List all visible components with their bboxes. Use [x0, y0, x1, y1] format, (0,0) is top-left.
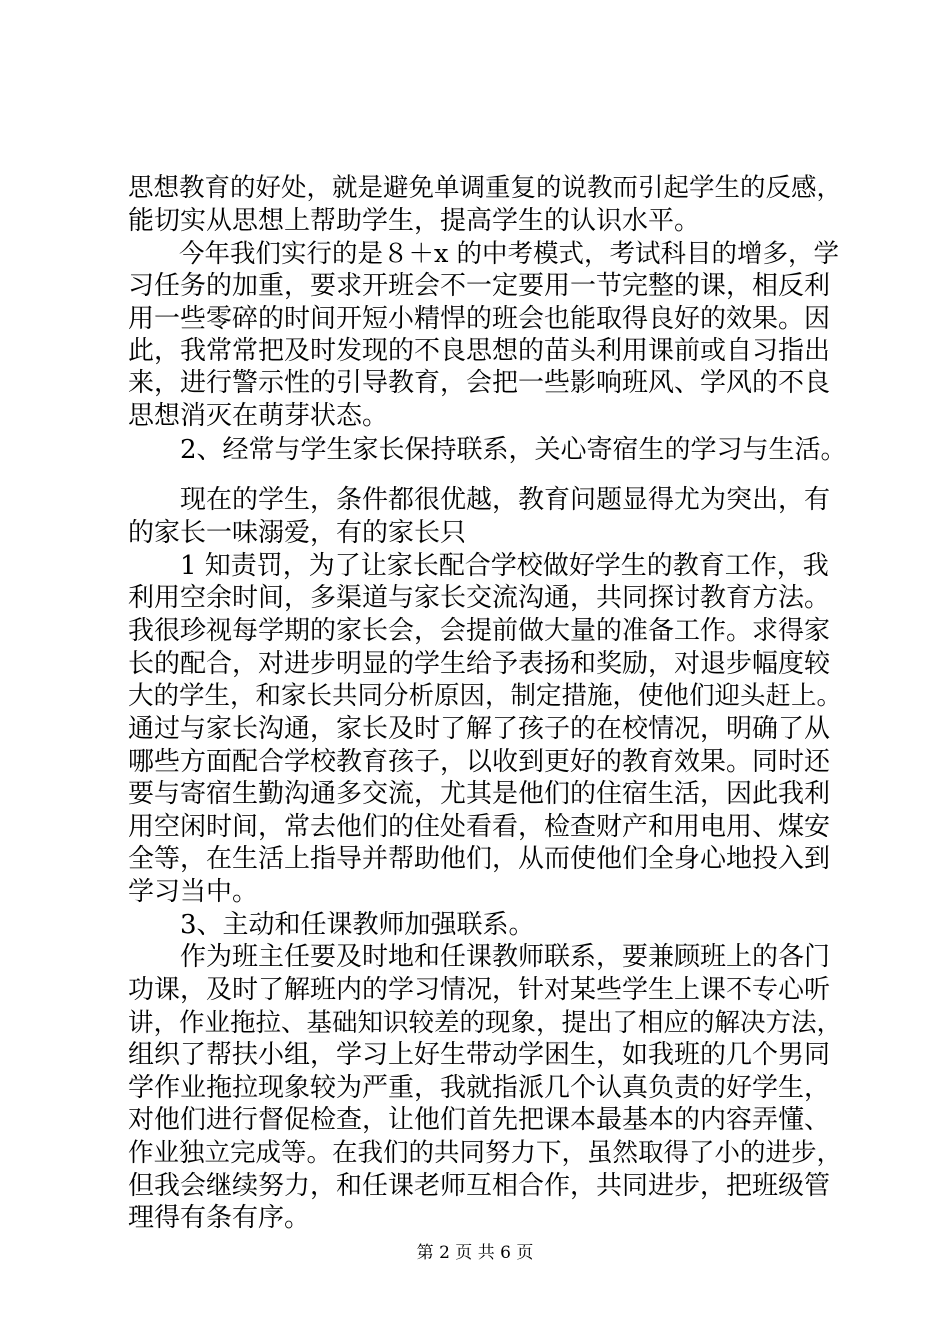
text-line: 作业独立完成等。在我们的共同努力下，虽然取得了小的进步， — [128, 1138, 843, 1168]
text-line: 大的学生，和家长共同分析原因，制定措施，使他们迎头赶上。 — [128, 681, 843, 711]
text-line: 作为班主任要及时地和任课教师联系，要兼顾班上的各门 — [128, 942, 831, 972]
text-line: 哪些方面配合学校教育孩子，以收到更好的教育效果。同时还 — [128, 747, 831, 777]
text-line: 的家长一味溺爱，有的家长只 — [128, 518, 467, 548]
text-line: 1 知责罚，为了让家长配合学校做好学生的教育工作，我 — [128, 551, 829, 581]
text-line: 讲，作业拖拉、基础知识较差的现象，提出了相应的解决方法， — [128, 1008, 843, 1038]
page-number-footer: 第 2 页 共 6 页 — [416, 1243, 534, 1263]
text-line: 组织了帮扶小组，学习上好生带动学困生，如我班的几个男同 — [128, 1040, 831, 1070]
text-line: 长的配合，对进步明显的学生给予表扬和奖励，对退步幅度较 — [128, 649, 831, 679]
text-line: 思想教育的好处，就是避免单调重复的说教而引起学生的反感， — [128, 173, 843, 203]
text-line: 学作业拖拉现象较为严重，我就指派几个认真负责的好学生， — [128, 1073, 831, 1103]
text-line: 我很珍视每学期的家长会，会提前做大量的准备工作。求得家 — [128, 616, 831, 646]
text-line: 此，我常常把及时发现的不良思想的苗头利用课前或自习指出 — [128, 336, 831, 366]
text-line: 能切实从思想上帮助学生，提高学生的认识水平。 — [128, 206, 701, 236]
text-line: 但我会继续努力，和任课老师互相合作，共同进步，把班级管 — [128, 1171, 831, 1201]
text-line: 用空闲时间，常去他们的住处看看，检查财产和用电用、煤安 — [128, 812, 831, 842]
text-line: 理得有条有序。 — [128, 1203, 311, 1233]
text-line: 习任务的加重，要求开班会不一定要用一节完整的课，相反利 — [128, 271, 831, 301]
text-line: 要与寄宿生勤沟通多交流，尤其是他们的住宿生活，因此我利 — [128, 779, 831, 809]
text-line: 通过与家长沟通，家长及时了解了孩子的在校情况，明确了从 — [128, 714, 831, 744]
text-line: 来，进行警示性的引导教育，会把一些影响班风、学风的不良 — [128, 368, 831, 398]
text-line: 学习当中。 — [128, 877, 259, 907]
text-line: 全等，在生活上指导并帮助他们，从而使他们全身心地投入到 — [128, 844, 831, 874]
text-line: 思想消灭在萌芽状态。 — [128, 401, 389, 431]
section-heading: 3、主动和任课教师加强联系。 — [128, 910, 535, 940]
text-line: 对他们进行督促检查，让他们首先把课本最基本的内容弄懂、 — [128, 1105, 831, 1135]
section-heading: 2、经常与学生家长保持联系，关心寄宿生的学习与生活。 — [128, 435, 847, 465]
text-line: 现在的学生，条件都很优越，教育问题显得尤为突出，有 — [128, 485, 831, 515]
text-line: 用一些零碎的时间开短小精悍的班会也能取得良好的效果。因 — [128, 304, 831, 334]
text-line: 利用空余时间，多渠道与家长交流沟通，共同探讨教育方法。 — [128, 583, 831, 613]
text-line: 功课，及时了解班内的学习情况，针对某些学生上课不专心听 — [128, 975, 831, 1005]
text-line: 今年我们实行的是８＋x 的中考模式，考试科目的增多，学 — [128, 239, 839, 269]
